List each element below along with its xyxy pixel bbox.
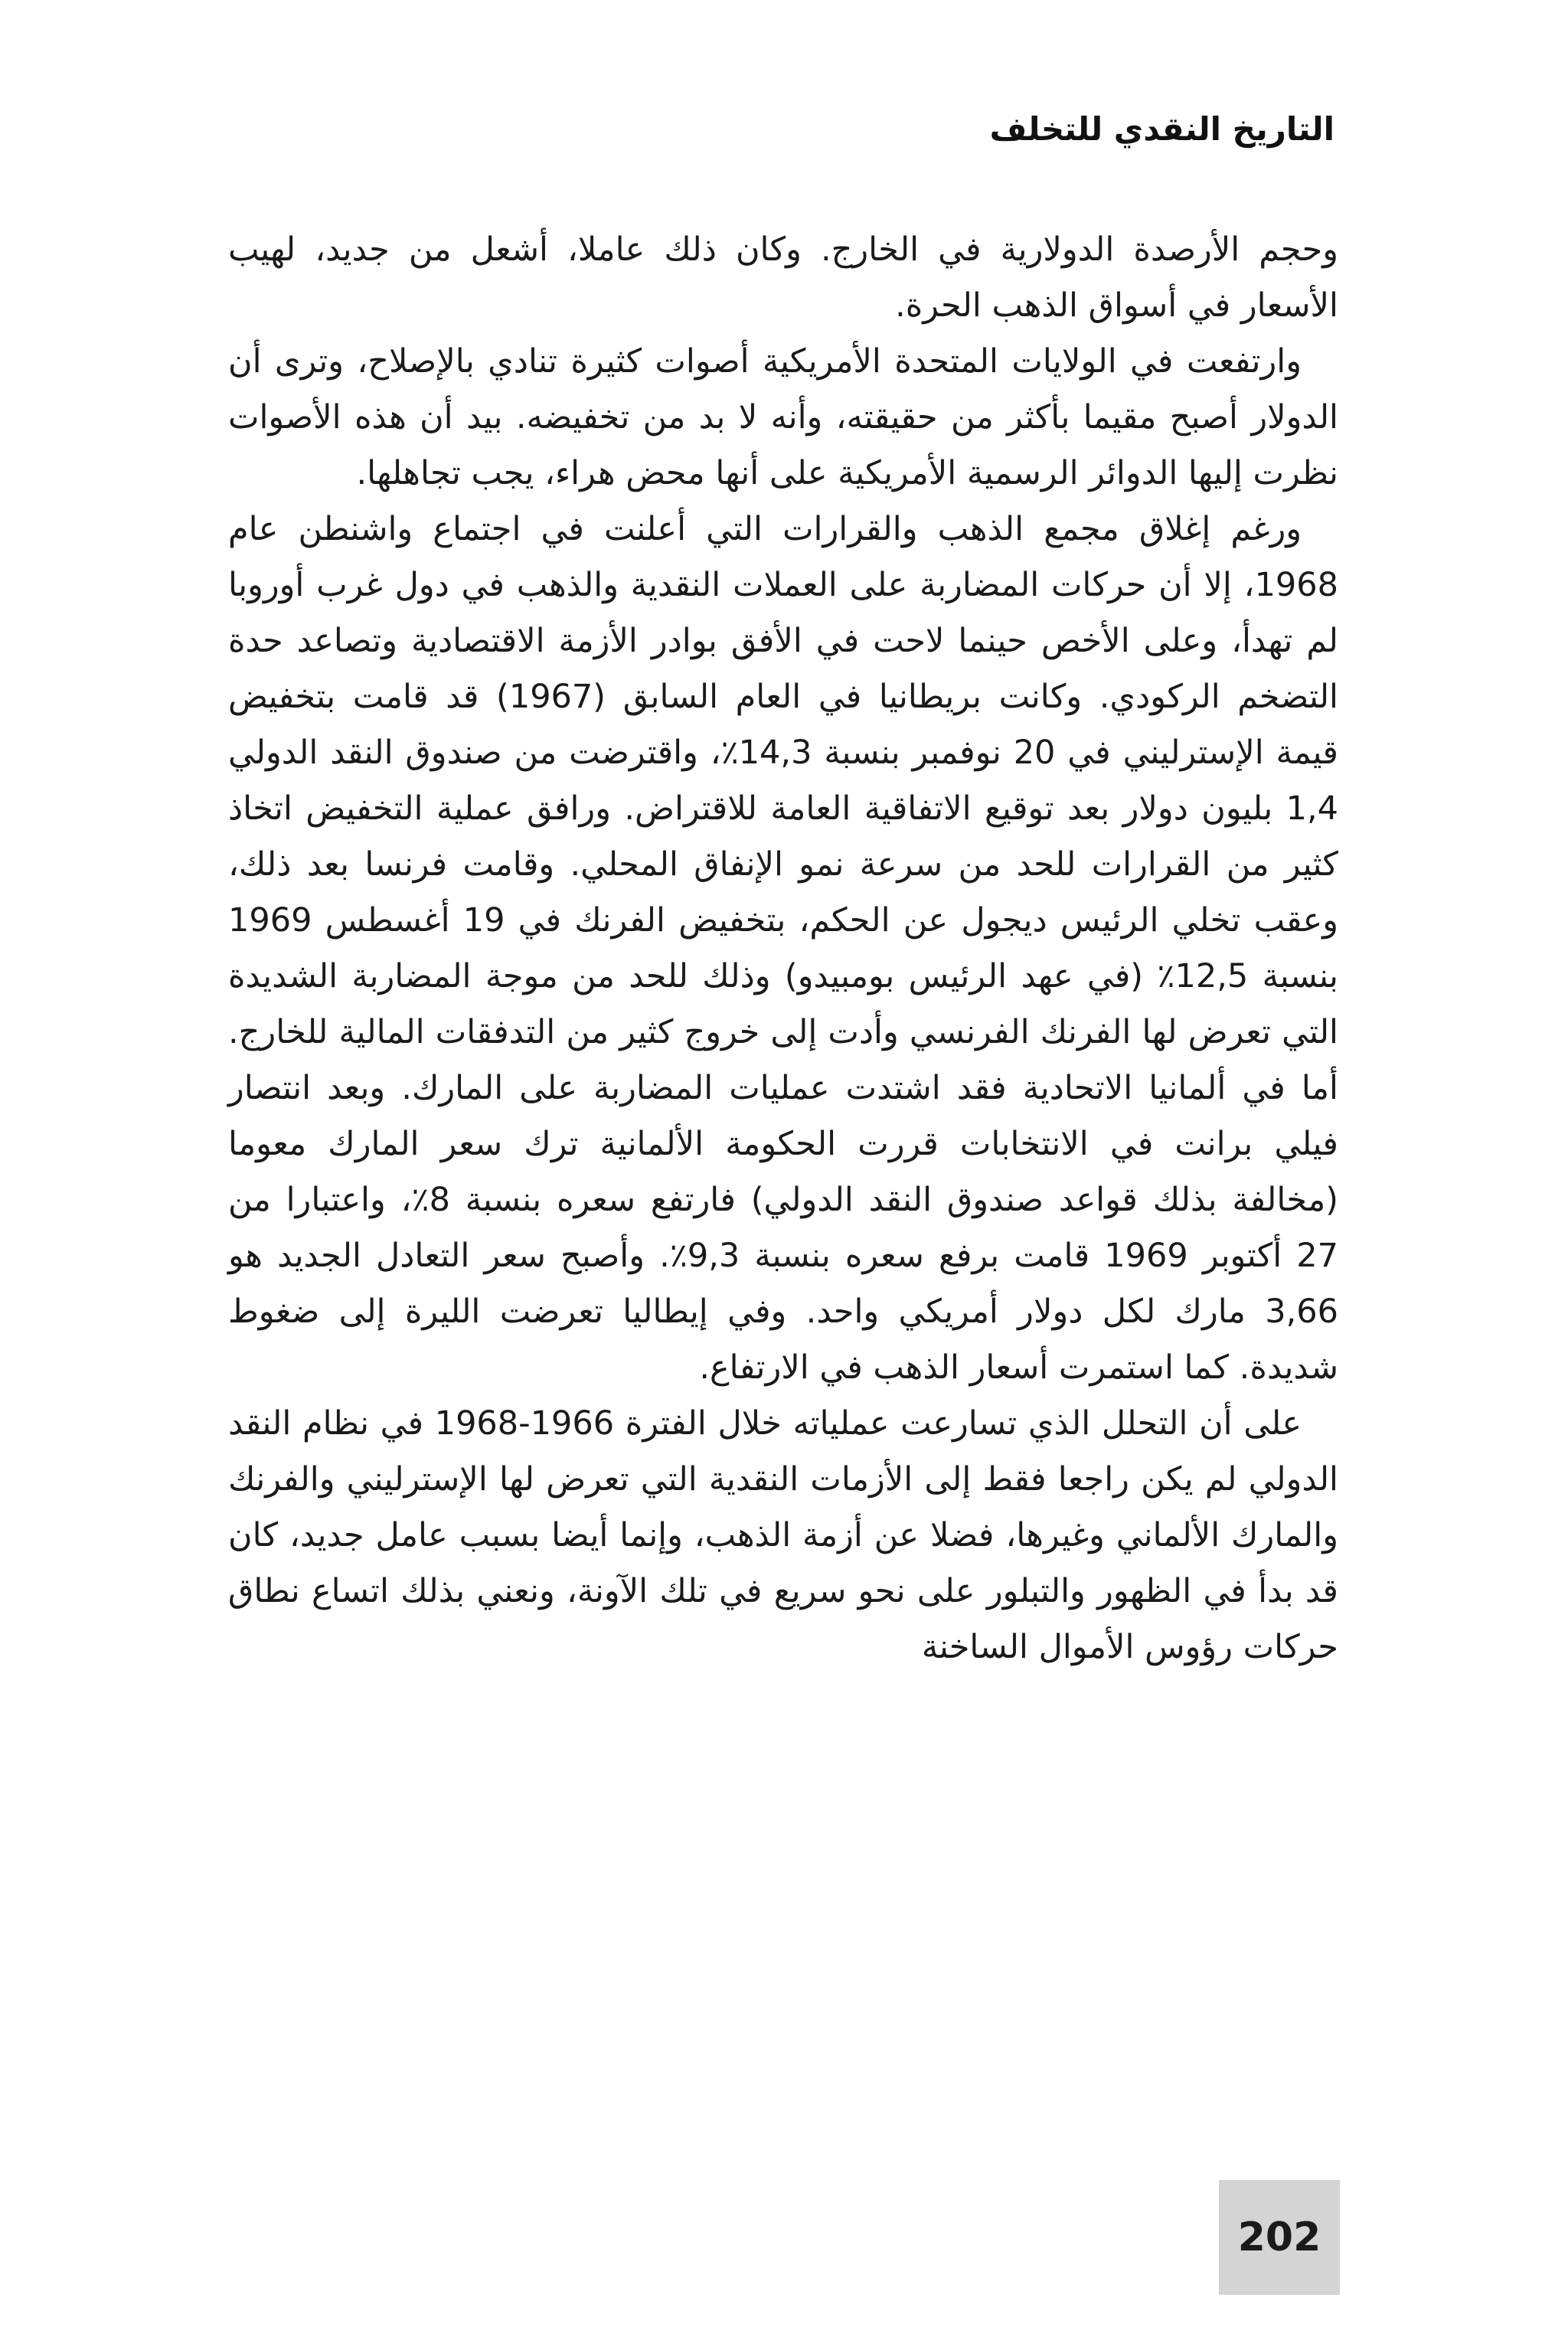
paragraph-2: وارتفعت في الولايات المتحدة الأمريكية أصوات كثيرة تنادي بالإصلاح، وترى أن الدولار أصبح مقيما بأكثر من حقيقته، وأنه لا بد من تخفيضه. بيد أن هذه الأصوات نظرت إليها الدوائر الرسمية الأمريكية على أنها محض هراء، يجب تجاهلها. [228, 342, 1338, 492]
page-number-box [1219, 2180, 1340, 2295]
paragraph-4: على أن التحلل الذي تسارعت عملياته خلال الفترة 1966-1968 في نظام النقد الدولي لم يكن راجعا فقط إلى الأزمات النقدية التي تعرض لها الإسترليني والفرنك والمارك الألماني وغيرها، فضلا عن أزمة الذهب، وإنما أيضا بسبب عامل جديد، كان قد بدأ في الظهور والتبلور على نحو سريع في تلك الآونة، ونعني بذلك اتساع نطاق حركات رؤوس الأموال الساخنة [228, 1404, 1338, 1666]
running-header: التاريخ النقدي للتخلف [989, 110, 1334, 148]
body-text [228, 222, 1338, 1675]
page-number: 202 [1237, 2214, 1321, 2260]
paragraph-3: ورغم إغلاق مجمع الذهب والقرارات التي أعلنت في اجتماع واشنطن عام 1968، إلا أن حركات المضاربة على العملات النقدية والذهب في دول غرب أوروبا لم تهدأ، وعلى الأخص حينما لاحت في الأفق بوادر الأزمة الاقتصادية وتصاعد حدة التضخم الركودي. وكانت بريطانيا في العام السابق (1967) قد قامت بتخفيض قيمة الإسترليني في 20 نوفمبر بنسبة 14,3٪، واقترضت من صندوق النقد الدولي 1,4 بليون دولار بعد توقيع الاتفاقية العامة للاقتراض. ورافق عملية التخفيض اتخاذ كثير من القرارات للحد من سرعة نمو الإنفاق المحلي. وقامت فرنسا بعد ذلك، وعقب تخلي الرئيس ديجول عن الحكم، بتخفيض الفرنك في 19 أغسطس 1969 بنسبة 12,5٪ (في عهد الرئيس بومبيدو) وذلك للحد من موجة المضاربة الشديدة التي تعرض لها الفرنك الفرنسي وأدت إلى خروج كثير من التدفقات المالية للخارج. أما في ألمانيا الاتحادية فقد اشتدت عمليات المضاربة على المارك. وبعد انتصار فيلي برانت في الانتخابات قررت الحكومة الألمانية ترك سعر المارك معوما (مخالفة بذلك قواعد صندوق النقد الدولي) فارتفع سعره بنسبة 8٪، واعتبارا من 27 أكتوبر 1969 قامت برفع سعره بنسبة 9,3٪. وأصبح سعر التعادل الجديد هو 3,66 مارك لكل دولار أمريكي واحد. وفي إيطاليا تعرضت الليرة إلى ضغوط شديدة. كما استمرت أسعار الذهب في الارتفاع. [228, 510, 1338, 1387]
paragraph-1: وحجم الأرصدة الدولارية في الخارج. وكان ذلك عاملا، أشعل من جديد، لهيب الأسعار في أسواق الذهب الحرة. [228, 230, 1338, 325]
